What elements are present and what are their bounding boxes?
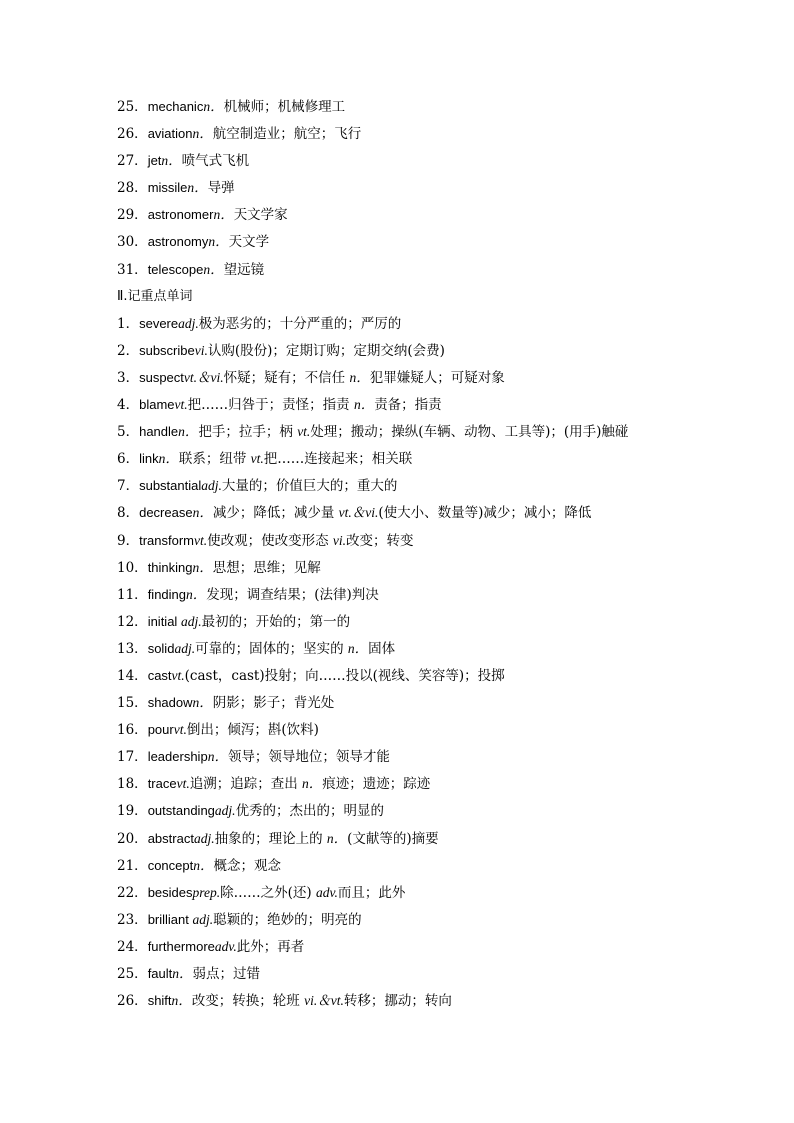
vocab-entry <box>117 93 737 120</box>
vocab-entry <box>117 960 737 987</box>
vocab-entry <box>117 770 737 797</box>
entry-definition: (使大小、数量等)减少；减小；降低 <box>378 505 592 522</box>
part-of-speech: adj. <box>214 803 236 819</box>
part-of-speech: adj. <box>192 911 214 927</box>
entry-definition: 发现；调查结果；(法律)判决 <box>206 586 379 603</box>
part-of-speech: n． <box>347 640 369 656</box>
entry-number: 24． <box>117 938 148 955</box>
entry-word: brilliant <box>147 911 193 927</box>
part-of-speech: vt. <box>174 397 188 413</box>
vocab-entry <box>117 337 737 364</box>
entry-definition: 固体 <box>368 640 396 657</box>
part-of-speech: n． <box>161 153 182 169</box>
entry-number: 23． <box>117 911 148 928</box>
entry-definition: 极为恶劣的；十分严重的；严厉的 <box>198 315 402 332</box>
entry-definition: 犯罪嫌疑人；可疑对象 <box>369 369 505 386</box>
entry-number: 26． <box>117 993 148 1010</box>
entry-definition: 责备；指责 <box>374 397 442 414</box>
part-of-speech: vt. <box>171 667 185 683</box>
entry-definition: 倒出；倾泻；斟(饮料) <box>186 722 319 739</box>
vocab-entry <box>117 201 737 228</box>
section-title: Ⅱ.记重点单词 <box>117 288 193 304</box>
part-of-speech: n． <box>193 857 214 873</box>
entry-word: fault <box>147 966 173 981</box>
entry-number: 12． <box>117 613 148 630</box>
entry-number: 31． <box>117 261 148 278</box>
part-of-speech: vi.＆vt. <box>304 993 344 1009</box>
vocab-entry <box>117 608 737 635</box>
entry-word: abstract <box>147 830 194 846</box>
part-of-speech: vt. <box>173 722 187 738</box>
part-of-speech: n． <box>171 993 192 1009</box>
entry-definition: 认购(股份)；定期订购；定期交纳(会费) <box>207 342 445 359</box>
entry-definition: 减少；降低；减少量 <box>212 505 339 522</box>
entry-definition: 抽象的；理论上的 <box>214 830 327 847</box>
entry-word: thinking <box>147 559 193 575</box>
part-of-speech: n． <box>186 586 207 602</box>
part-of-speech: vt. <box>250 451 264 467</box>
part-of-speech: vt.＆vi. <box>338 505 379 521</box>
entry-number: 18． <box>117 776 148 793</box>
entry-definition: 导弹 <box>207 180 235 197</box>
entry-definition: 把……归咎于；责怪；指责 <box>187 397 354 414</box>
entry-word: leadership <box>147 749 208 765</box>
entry-word: astronomer <box>147 207 214 223</box>
entry-definition: 联系；纽带 <box>178 451 251 468</box>
entry-definition: 把……连接起来；相关联 <box>263 451 413 468</box>
entry-definition: 把手；拉手；柄 <box>198 424 298 441</box>
entry-definition: 转移；挪动；转向 <box>343 993 452 1010</box>
part-of-speech: adj. <box>193 830 215 846</box>
entry-word: decrease <box>139 505 193 521</box>
entry-word: subscribe <box>139 342 195 358</box>
part-of-speech: n． <box>213 207 234 223</box>
vocab-entry <box>117 527 737 554</box>
entry-word: finding <box>147 586 186 602</box>
part-of-speech: adj. <box>180 613 202 629</box>
entry-word: handle <box>139 424 179 440</box>
entry-word: outstanding <box>147 803 215 819</box>
entry-word: blame <box>139 397 175 413</box>
part-of-speech: n． <box>178 424 199 440</box>
part-of-speech: n． <box>172 966 193 981</box>
entry-number: 2． <box>117 342 140 359</box>
part-of-speech: n． <box>203 261 224 277</box>
entry-number: 20． <box>117 830 148 847</box>
vocab-entry <box>117 418 737 445</box>
vocab-entry <box>117 228 737 255</box>
entry-number: 25． <box>117 99 148 115</box>
vocab-entry <box>117 554 737 581</box>
entry-definition: 痕迹；遗迹；踪迹 <box>322 776 431 793</box>
vocab-entry <box>117 147 737 174</box>
part-of-speech: n． <box>207 749 228 765</box>
entry-definition: 机械师；机械修理工 <box>223 99 346 115</box>
vocab-entry <box>117 310 737 337</box>
entry-definition: 改变；转变 <box>346 532 414 549</box>
entry-word: initial <box>147 613 181 629</box>
entry-word: telescope <box>147 261 204 277</box>
entry-number: 11． <box>117 586 148 603</box>
entry-number: 7． <box>117 478 140 495</box>
entry-definition: 天文学 <box>228 234 270 251</box>
vocab-entry <box>117 797 737 824</box>
entry-definition: 追溯；追踪；查出 <box>189 776 303 793</box>
part-of-speech: adj. <box>178 315 199 331</box>
entry-word: mechanic <box>147 99 204 114</box>
part-of-speech: n． <box>192 505 213 521</box>
vocab-entry <box>117 662 737 689</box>
part-of-speech: adj. <box>201 478 222 494</box>
vocab-entry <box>117 581 737 608</box>
part-of-speech: vt. <box>194 532 208 548</box>
entry-word: aviation <box>147 126 193 142</box>
vocab-entry <box>117 906 737 933</box>
entry-definition: 使改观；使改变形态 <box>207 532 333 549</box>
entry-definition: 改变；转换；轮班 <box>191 993 305 1010</box>
entry-number: 4． <box>117 397 140 414</box>
entry-word: severe <box>139 315 179 331</box>
entry-word: pour <box>147 722 174 738</box>
entry-word: link <box>139 451 159 467</box>
entry-definition: (文献等的)摘要 <box>347 830 439 847</box>
part-of-speech: vt. <box>176 776 190 792</box>
entry-definition: 处理；搬动；操纵(车辆、动物、工具等)；(用手)触碰 <box>310 424 629 441</box>
entry-number: 29． <box>117 207 148 224</box>
entry-word: shadow <box>147 695 193 711</box>
part-of-speech: n． <box>208 234 229 250</box>
entry-word: missile <box>147 180 188 196</box>
vocab-entry <box>117 445 737 472</box>
entry-word: suspect <box>139 369 184 385</box>
entry-number: 30． <box>117 234 148 251</box>
entry-number: 3． <box>117 369 140 386</box>
entry-word: trace <box>147 776 177 792</box>
vocab-entry <box>117 852 737 879</box>
entry-number: 8． <box>117 505 140 522</box>
part-of-speech: vi. <box>194 342 208 358</box>
entry-number: 27． <box>117 153 148 170</box>
part-of-speech: n． <box>192 695 213 711</box>
entry-definition: 航空制造业；航空；飞行 <box>212 126 362 143</box>
entry-definition: 可靠的；固体的；坚实的 <box>195 640 348 657</box>
part-of-speech: n． <box>192 126 213 142</box>
entry-number: 1． <box>117 315 140 332</box>
part-of-speech: vt.＆vi. <box>183 369 224 385</box>
vocab-entry <box>117 364 737 391</box>
entry-definition: 除……之外(还) <box>220 884 316 901</box>
vocab-entry <box>117 825 737 852</box>
part-of-speech: adv. <box>315 884 338 900</box>
entry-word: besides <box>147 884 193 900</box>
entry-definition: 天文学家 <box>233 207 288 224</box>
part-of-speech: n． <box>349 369 370 385</box>
entry-word: shift <box>147 993 172 1009</box>
entry-number: 25． <box>117 966 148 982</box>
part-of-speech: n． <box>158 451 179 467</box>
part-of-speech: n． <box>192 559 213 575</box>
part-of-speech: n． <box>187 180 208 196</box>
entry-word: concept <box>147 857 194 873</box>
part-of-speech: vt. <box>297 424 311 440</box>
vocab-entry <box>117 689 737 716</box>
entry-word: substantial <box>139 478 202 494</box>
vocab-entry <box>117 120 737 147</box>
vocab-entry <box>117 987 737 1014</box>
entry-word: transform <box>139 532 194 548</box>
entry-number: 17． <box>117 749 148 766</box>
entry-definition: 聪颖的；绝妙的；明亮的 <box>213 911 362 928</box>
part-of-speech: n． <box>353 397 375 413</box>
vocab-entry <box>117 391 737 418</box>
vocab-entry <box>117 933 737 960</box>
entry-definition: 领导；领导地位；领导才能 <box>227 749 390 766</box>
entry-definition: 而且；此外 <box>337 884 406 901</box>
vocab-entry <box>117 499 737 526</box>
entry-number: 14． <box>117 667 148 684</box>
entry-definition: 最初的；开始的；第一的 <box>201 613 351 630</box>
entry-definition: (cast，cast)投射；向……投以(视线、笑容等)；投掷 <box>184 667 505 684</box>
entry-number: 26． <box>117 126 148 143</box>
part-of-speech: n． <box>326 830 348 846</box>
entry-number: 28． <box>117 180 148 197</box>
entry-definition: 怀疑；疑有；不信任 <box>223 369 350 386</box>
vocab-entry <box>117 174 737 201</box>
entry-definition: 望远镜 <box>223 261 265 278</box>
entry-number: 15． <box>117 695 148 712</box>
vocab-entry <box>117 879 737 906</box>
entry-definition: 思想；思维；见解 <box>212 559 321 576</box>
entry-number: 6． <box>117 451 140 468</box>
entry-word: jet <box>147 153 162 169</box>
entry-number: 22． <box>117 884 148 901</box>
vocab-entry <box>117 472 737 499</box>
entry-definition: 阴影；影子；背光处 <box>212 695 335 712</box>
vocab-entry <box>117 716 737 743</box>
entry-word: astronomy <box>147 234 209 250</box>
part-of-speech: prep. <box>192 884 221 900</box>
entry-definition: 弱点；过错 <box>192 966 261 982</box>
entry-definition: 优秀的；杰出的；明显的 <box>235 803 385 820</box>
vocabulary-list <box>117 93 737 1014</box>
entry-word: furthermore <box>147 938 215 954</box>
entry-number: 10． <box>117 559 148 576</box>
vocab-entry <box>117 743 737 770</box>
part-of-speech: adv. <box>214 938 237 954</box>
entry-number: 21． <box>117 857 148 874</box>
entry-definition: 大量的；价值巨大的；重大的 <box>221 478 398 495</box>
entry-number: 19． <box>117 803 148 820</box>
vocab-entry <box>117 635 737 662</box>
entry-definition: 此外；再者 <box>236 938 305 955</box>
entry-number: 5． <box>117 424 140 441</box>
entry-definition: 喷气式飞机 <box>181 153 250 170</box>
part-of-speech: n． <box>203 99 224 114</box>
entry-number: 9． <box>117 532 140 549</box>
part-of-speech: n． <box>302 776 323 792</box>
entry-number: 13． <box>117 640 148 657</box>
entry-number: 16． <box>117 722 148 739</box>
vocab-entry <box>117 256 737 283</box>
part-of-speech: adj. <box>174 640 196 656</box>
entry-word: cast <box>147 667 172 683</box>
part-of-speech: vi. <box>332 532 347 548</box>
entry-word: solid <box>147 640 175 656</box>
entry-definition: 概念；观念 <box>213 857 281 874</box>
